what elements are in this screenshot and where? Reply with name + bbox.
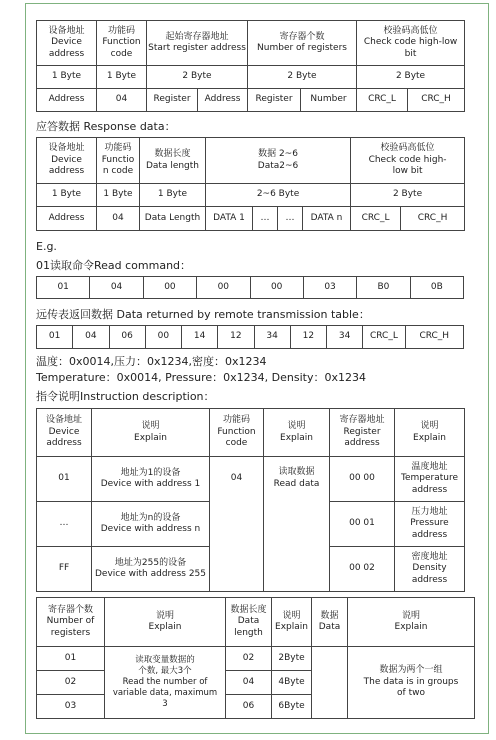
field-cell: Address	[37, 89, 97, 112]
start-register-header: 起始寄存器地址 Start register address	[147, 21, 248, 66]
check-code-header: 校验码高低位 Check code high- low bit	[351, 138, 465, 184]
field-cell: Data Length	[140, 207, 206, 231]
data-byte: 12	[290, 326, 326, 349]
field-cell: Register	[147, 89, 198, 112]
check-code-header: 校验码高低位 Check code high-low bit	[357, 21, 465, 66]
explain-cell: 读取数据 Read data	[264, 457, 330, 592]
register-address-cell: 00 00	[330, 457, 395, 502]
field-cell: CRC_H	[408, 89, 465, 112]
field-cell: CRC_L	[357, 89, 408, 112]
size-cell: 1 Byte	[37, 66, 97, 89]
register-address-header: 寄存器地址 Register address	[330, 409, 395, 457]
device-address-header: 设备地址 Device address	[37, 138, 97, 184]
function-code-header: 功能码 Function code	[210, 409, 264, 457]
instruction-title: 指令说明Instruction description：	[36, 390, 215, 403]
data-byte: 34	[254, 326, 290, 349]
data-length-cell: 04	[226, 671, 272, 695]
field-cell: CRC_L	[351, 207, 401, 231]
register-count-cell: 01	[37, 647, 105, 671]
device-address-header: 设备地址 Device address	[37, 21, 97, 66]
data-length-header: 数据长度 Data length	[140, 138, 206, 184]
command-byte: B0	[357, 277, 410, 299]
remote-data-title: 远传表返回数据 Data returned by remote transmission table：	[36, 308, 370, 321]
data-length-header: 数据长度 Data length	[226, 598, 272, 647]
read-command-table	[36, 276, 464, 299]
data-length-cell: 02	[226, 647, 272, 671]
field-cell: Number	[301, 89, 357, 112]
size-cell: 1 Byte	[97, 66, 147, 89]
data-byte: 00	[145, 326, 181, 349]
data-header: 数据 2~6 Data2~6	[206, 138, 351, 184]
size-cell: 1 Byte	[37, 184, 97, 207]
data-byte: 04	[73, 326, 109, 349]
data-byte: 34	[327, 326, 363, 349]
register-address-cell: 00 02	[330, 547, 395, 592]
register-explain-cell: 读取变量数据的 个数, 最大3个 Read the number of variable data, maximum 3	[105, 647, 226, 719]
read-command-title: 01读取命令Read command：	[36, 259, 192, 272]
command-byte: 03	[303, 277, 356, 299]
explain-header: 说明 Explain	[348, 598, 475, 647]
data-byte: 06	[109, 326, 145, 349]
size-cell: 1 Byte	[140, 184, 206, 207]
explain-cell: 地址为1的设备 Device with address 1	[92, 457, 210, 502]
register-count-cell: 03	[37, 695, 105, 719]
command-byte: 01	[37, 277, 90, 299]
data-cell	[312, 647, 348, 719]
response-table	[36, 137, 465, 231]
field-cell: …	[253, 207, 278, 231]
field-cell: DATA 1	[206, 207, 253, 231]
field-cell: 04	[97, 89, 147, 112]
device-address-cell: 01	[37, 457, 92, 502]
size-cell: 2 Byte	[357, 66, 465, 89]
values-cn: 温度：0x0014,压力：0x1234,密度：0x1234	[36, 355, 267, 368]
data-byte: 14	[182, 326, 218, 349]
explain-cell: 密度地址 Density address	[395, 547, 465, 592]
length-explain-cell: 6Byte	[272, 695, 312, 719]
explain-cell: 温度地址 Temperature address	[395, 457, 465, 502]
example-label: E.g.	[36, 240, 57, 253]
size-cell: 2~6 Byte	[206, 184, 351, 207]
explain-header: 说明 Explain	[92, 409, 210, 457]
explain-cell: 地址为n的设备 Device with address n	[92, 502, 210, 547]
command-byte: 00	[250, 277, 303, 299]
size-cell: 2 Byte	[147, 66, 248, 89]
length-explain-cell: 2Byte	[272, 647, 312, 671]
register-count-cell: 02	[37, 671, 105, 695]
data-explain-cell: 数据为两个一组 The data is in groups of two	[348, 647, 475, 719]
field-cell: 04	[97, 207, 140, 231]
field-cell: Address	[37, 207, 97, 231]
function-code-header: 功能码 Functio n code	[97, 138, 140, 184]
command-byte: 00	[197, 277, 250, 299]
function-code-cell: 04	[210, 457, 264, 592]
size-cell: 1 Byte	[97, 184, 140, 207]
device-address-cell: …	[37, 502, 92, 547]
register-count-table	[36, 597, 475, 719]
explain-header: 说明 Explain	[272, 598, 312, 647]
data-byte: 01	[37, 326, 73, 349]
explain-cell: 地址为255的设备 Device with address 255	[92, 547, 210, 592]
explain-cell: 压力地址 Pressure address	[395, 502, 465, 547]
size-cell: 2 Byte	[351, 184, 465, 207]
explain-header: 说明 Explain	[105, 598, 226, 647]
remote-data-table	[36, 325, 464, 349]
request-table	[36, 20, 465, 112]
response-title: 应答数据 Response data：	[36, 120, 176, 133]
data-byte: CRC_L	[363, 326, 405, 349]
values-en: Temperature：0x0014, Pressure：0x1234, Density：0x1234	[36, 371, 366, 384]
register-address-cell: 00 01	[330, 502, 395, 547]
command-byte: 00	[143, 277, 196, 299]
size-cell: 2 Byte	[248, 66, 357, 89]
device-address-header: 设备地址 Device address	[37, 409, 92, 457]
command-byte: 04	[90, 277, 143, 299]
device-address-cell: FF	[37, 547, 92, 592]
field-cell: …	[278, 207, 303, 231]
data-byte: 12	[218, 326, 254, 349]
explain-header: 说明 Explain	[264, 409, 330, 457]
register-count-header: 寄存器个数 Number of registers	[248, 21, 357, 66]
field-cell: Register	[248, 89, 301, 112]
data-header: 数据 Data	[312, 598, 348, 647]
instruction-table	[36, 408, 465, 592]
data-byte: CRC_H	[405, 326, 463, 349]
command-byte: 0B	[410, 277, 463, 299]
data-length-cell: 06	[226, 695, 272, 719]
length-explain-cell: 4Byte	[272, 671, 312, 695]
field-cell: Address	[198, 89, 248, 112]
field-cell: CRC_H	[401, 207, 465, 231]
register-count-header: 寄存器个数 Number of registers	[37, 598, 105, 647]
field-cell: DATA n	[303, 207, 351, 231]
function-code-header: 功能码 Function code	[97, 21, 147, 66]
explain-header: 说明 Explain	[395, 409, 465, 457]
